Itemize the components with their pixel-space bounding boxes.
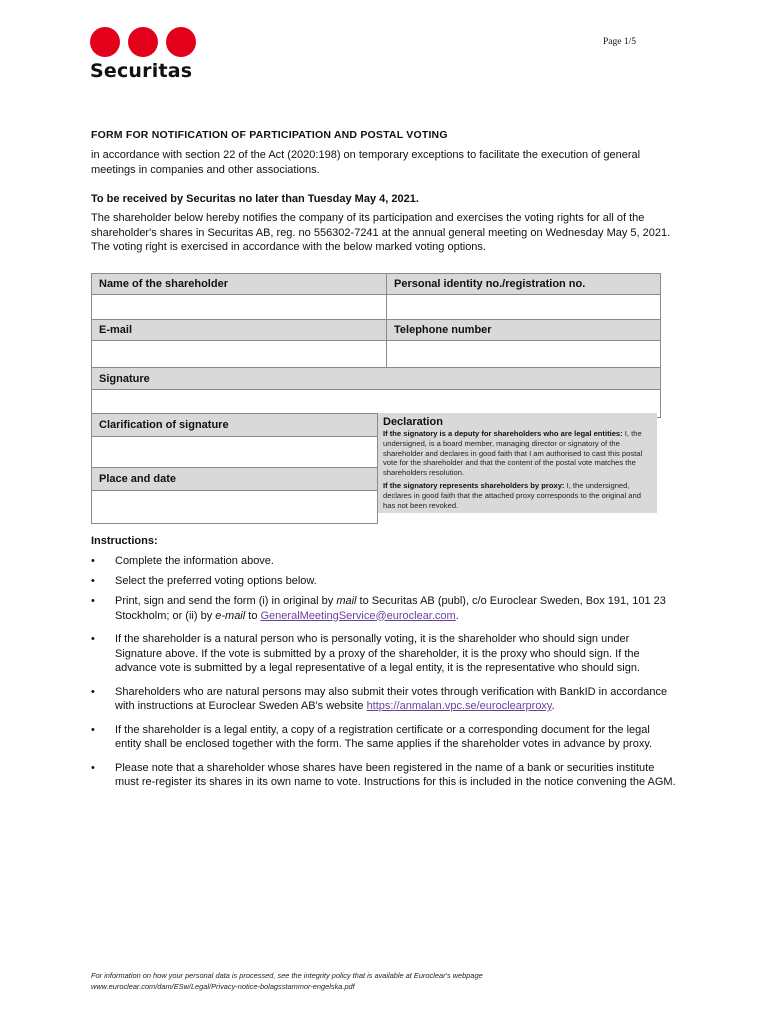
place-date-field[interactable] xyxy=(91,491,378,524)
declaration-legal-entity: If the signatory is a deputy for shareholders who are legal entities: I, the undersigned, is a board member, managing director or signatory of the shareholder and declares in good faith that I am authorised to cast this postal vote for the shareholder and that the content of the postal vote matches the shareholders resolution. xyxy=(383,429,643,478)
list-item: • If the shareholder is a natural person who is personally voting, it is the shareholder who should sign under Signature above. If the vote is submitted by a proxy of the shareholder, it is the proxy who should sign. If the advance vote is submitted by a legal representative of a legal entity, it is the representative who should sign. xyxy=(91,633,641,674)
list-item: • If the shareholder is a legal entity, a copy of a registration certificate or a corresponding document for the legal entity shall be enclosed together with the form. The same applies if the shareholder votes in advance by proxy. xyxy=(91,723,653,750)
declaration-title: Declaration xyxy=(383,416,443,428)
footer-line-1: For information on how your personal data is processed, see the integrity policy that is available at Euroclear's webpage xyxy=(91,971,483,980)
declaration-box xyxy=(378,413,657,513)
personal-id-label: Personal identity no./registration no. xyxy=(387,274,661,295)
bankid-proxy-link[interactable]: https://anmalan.vpc.se/euroclearproxy xyxy=(366,700,552,712)
form-title: FORM FOR NOTIFICATION OF PARTICIPATION AND POSTAL VOTING xyxy=(91,129,448,141)
list-item: • Select the preferred voting options below. xyxy=(91,575,317,587)
signature-label: Signature xyxy=(92,368,661,390)
shareholder-fields-table xyxy=(91,273,661,418)
logo-dot xyxy=(128,27,158,57)
instructions-list xyxy=(91,554,676,795)
footer-line-2: www.euroclear.com/dam/ESw/Legal/Privacy-notice-bolagsstammor-engelska.pdf xyxy=(91,982,355,991)
form-subtitle: in accordance with section 22 of the Act (2020:198) on temporary exceptions to facilitate the execution of general meetings in companies and other associations. xyxy=(91,149,641,176)
list-item: • Print, sign and send the form (i) in original by mail to Securitas AB (publ), c/o Euroclear Sweden, Box 191, 101 23 Stockholm; or (ii) by e-mail to GeneralMeetingService@euroclear.com. xyxy=(91,595,666,622)
telephone-label: Telephone number xyxy=(387,320,661,341)
declaration-proxy: If the signatory represents shareholders by proxy: I, the undersigned, declares in good faith that the attached proxy corresponds to the original and has not been revoked. xyxy=(383,480,641,510)
shareholder-name-field[interactable] xyxy=(92,295,387,320)
list-item: • Shareholders who are natural persons may also submit their votes through verification with BankID in accordance with instructions at Euroclear Sweden AB's website https://anmalan.vpc.se/euroclearproxy. xyxy=(91,685,668,712)
logo-dot xyxy=(166,27,196,57)
privacy-footer xyxy=(91,970,651,992)
securitas-logo xyxy=(90,27,196,82)
email-field[interactable] xyxy=(92,341,387,368)
email-label: E-mail xyxy=(92,320,387,341)
shareholder-name-label: Name of the shareholder xyxy=(92,274,387,295)
instructions-heading: Instructions: xyxy=(91,535,158,547)
telephone-field[interactable] xyxy=(387,341,661,368)
logo-dot xyxy=(90,27,120,57)
clarification-label: Clarification of signature xyxy=(91,413,378,437)
clarification-field[interactable] xyxy=(91,437,378,468)
logo-dots xyxy=(90,27,196,57)
page-number: Page 1/5 xyxy=(603,37,636,47)
participation-notice: The shareholder below hereby notifies the company of its participation and exercises the voting rights for all of the shareholder's shares in Securitas AB, reg. no 556302-7241 at the annual general meeting on Wednesday May 5, 2021. The voting right is exercised in accordance with the below marked voting options. xyxy=(91,212,671,253)
brand-name: Securitas xyxy=(90,60,193,82)
personal-id-field[interactable] xyxy=(387,295,661,320)
euroclear-email-link[interactable]: GeneralMeetingService@euroclear.com xyxy=(260,609,456,622)
list-item: • Complete the information above. xyxy=(91,555,274,567)
list-item: • Please note that a shareholder whose shares have been registered in the name of a bank or securities institute must re-register its shares in its own name to vote. Instructions for this is included in the notice convening the AGM. xyxy=(91,761,676,788)
deadline-text: To be received by Securitas no later than Tuesday May 4, 2021. xyxy=(91,193,419,205)
clarification-place-block xyxy=(91,413,378,524)
place-date-label: Place and date xyxy=(91,468,378,491)
